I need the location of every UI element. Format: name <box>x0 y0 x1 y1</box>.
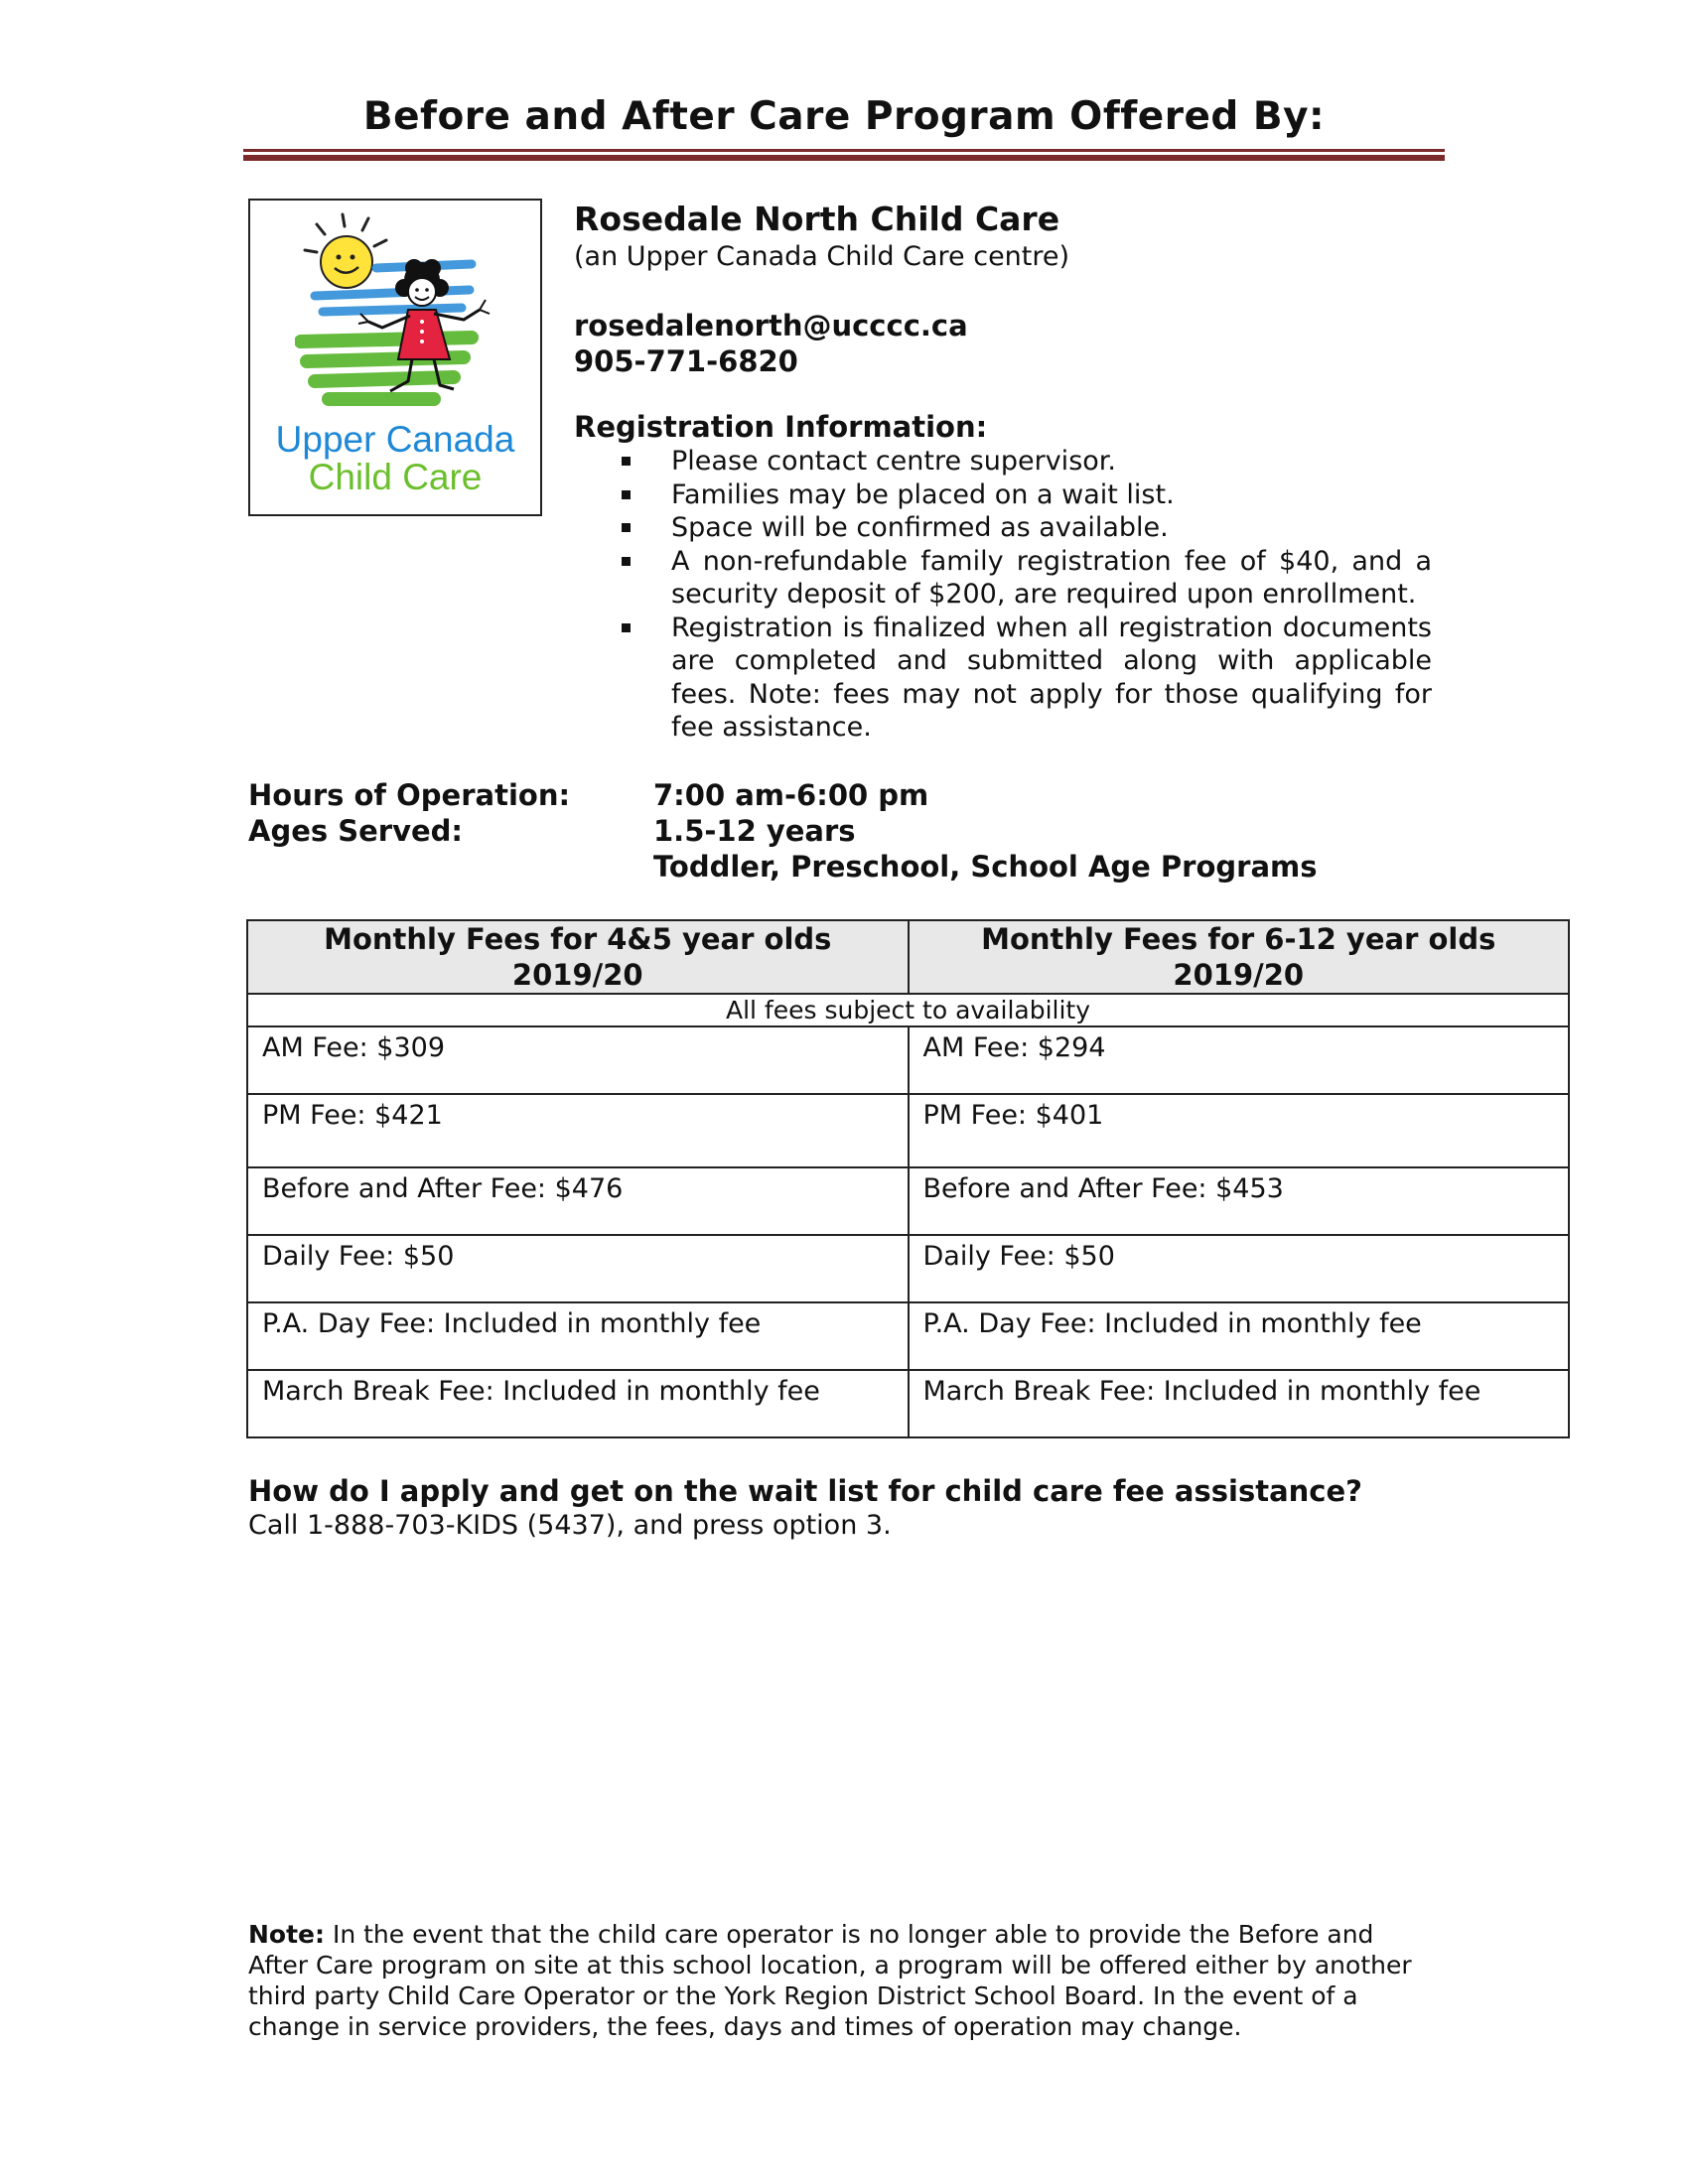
table-row <box>247 1235 1569 1302</box>
hours-section <box>248 777 1390 885</box>
list-item <box>574 445 1432 478</box>
table-header-row <box>247 920 1569 994</box>
fee-cell: P.A. Day Fee: Included in monthly fee <box>909 1302 1570 1370</box>
col-header-4-5 <box>247 920 909 994</box>
fee-cell: AM Fee: $294 <box>909 1026 1570 1094</box>
centre-email[interactable]: rosedalenorth@ucccc.ca <box>574 309 968 342</box>
ages-label: Ages Served: <box>248 814 464 848</box>
bullet-icon <box>622 557 631 566</box>
fee-cell: Daily Fee: $50 <box>909 1235 1570 1302</box>
fee-cell: P.A. Day Fee: Included in monthly fee <box>247 1302 909 1370</box>
footnote-label: Note: <box>248 1920 326 1949</box>
col-header-title: Monthly Fees for 6-12 year olds <box>981 922 1496 956</box>
table-row <box>247 1302 1569 1370</box>
footnote <box>248 1919 1440 2042</box>
page-title: Before and After Care Program Offered By: <box>362 94 1326 139</box>
centre-phone: 905-771-6820 <box>574 344 798 378</box>
registration-heading: Registration Information: <box>574 410 988 444</box>
list-item <box>574 511 1432 545</box>
col-header-year: 2019/20 <box>1173 958 1305 992</box>
child-with-sun-icon <box>295 210 493 424</box>
col-header-6-12 <box>909 920 1570 994</box>
hours-label: Hours of Operation: <box>248 778 571 812</box>
contact-block <box>574 308 1448 379</box>
list-item <box>574 545 1432 612</box>
footnote-text: In the event that the child care operator is no longer able to provide the Before and After Care program on site at this school location, a program will be offered either by another third party Child Care Operator or the York Region District School Board. In the event of a change in service providers, the fees, days and times of operation may change. <box>248 1920 1412 2041</box>
registration-list <box>574 445 1448 745</box>
bullet-icon <box>622 490 631 499</box>
title-divider <box>243 149 1445 152</box>
logo-text-upper-canada: Upper Canada <box>275 419 515 460</box>
table-row <box>247 1026 1569 1094</box>
fee-cell: Before and After Fee: $476 <box>247 1167 909 1235</box>
registration-item-text: Space will be confirmed as available. <box>671 512 1169 543</box>
programs-value: Toddler, Preschool, School Age Programs <box>653 850 1318 884</box>
table-row <box>247 1370 1569 1437</box>
fee-assistance-section <box>248 1473 1440 1543</box>
centre-info <box>574 199 1448 745</box>
fee-cell: PM Fee: $401 <box>909 1094 1570 1167</box>
upper-canada-logo <box>248 199 542 516</box>
bullet-icon <box>622 623 631 632</box>
col-header-title: Monthly Fees for 4&5 year olds <box>324 922 832 956</box>
fee-cell: Daily Fee: $50 <box>247 1235 909 1302</box>
table-row <box>247 1094 1569 1167</box>
registration-item-text: A non-refundable family registration fee of $40, and a security deposit of $200, are required upon enrollment. <box>671 545 1432 610</box>
fees-table <box>246 919 1570 1438</box>
hours-value: 7:00 am-6:00 pm <box>653 778 929 812</box>
fee-cell: Before and After Fee: $453 <box>909 1167 1570 1235</box>
bullet-icon <box>622 457 631 466</box>
logo-text-child-care: Child Care <box>308 457 483 497</box>
bullet-icon <box>622 523 631 532</box>
centre-subtitle: (an Upper Canada Child Care centre) <box>574 241 1070 272</box>
fee-cell: March Break Fee: Included in monthly fee <box>247 1370 909 1437</box>
fee-cell: PM Fee: $421 <box>247 1094 909 1167</box>
list-item <box>574 612 1432 745</box>
list-item <box>574 478 1432 512</box>
col-header-year: 2019/20 <box>511 958 643 992</box>
fee-assistance-question: How do I apply and get on the wait list for child care fee assistance? <box>248 1474 1362 1508</box>
table-note-row <box>247 994 1569 1026</box>
ages-value: 1.5-12 years <box>653 814 856 848</box>
title-divider-bar <box>243 155 1445 161</box>
registration-item-text: Please contact centre supervisor. <box>671 446 1116 477</box>
registration-item-text: Registration is finalized when all registration documents are completed and submitted along with applicable fees. Note: fees may not apply for those qualifying for fee assistance. <box>671 612 1432 743</box>
table-row <box>247 1167 1569 1235</box>
registration-item-text: Families may be placed on a wait list. <box>671 478 1175 510</box>
availability-note: All fees subject to availability <box>247 994 1569 1026</box>
fee-cell: AM Fee: $309 <box>247 1026 909 1094</box>
centre-name: Rosedale North Child Care <box>574 200 1060 238</box>
fee-cell: March Break Fee: Included in monthly fee <box>909 1370 1570 1437</box>
fee-assistance-answer: Call 1-888-703-KIDS (5437), and press option 3. <box>248 1510 892 1541</box>
